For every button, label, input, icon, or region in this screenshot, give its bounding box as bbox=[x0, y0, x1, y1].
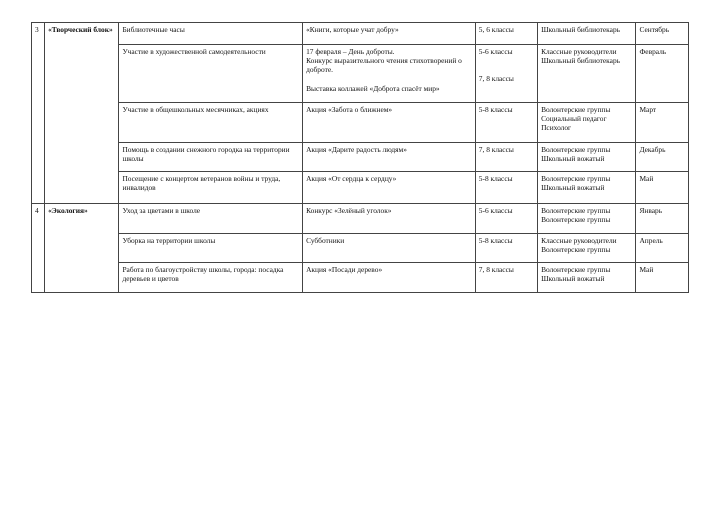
responsible-line: Волонтерские группы bbox=[541, 206, 611, 215]
participants-cell: 7, 8 классы bbox=[475, 143, 537, 172]
responsible-cell bbox=[538, 204, 636, 234]
table-row bbox=[32, 263, 689, 293]
table-row bbox=[32, 172, 689, 204]
block-name-cell: «Творческий блок» bbox=[45, 23, 119, 204]
activity-plan-table bbox=[31, 22, 689, 293]
participants-line: 5-6 классы bbox=[478, 47, 513, 56]
form-cell: Акция «Посади дерево» bbox=[303, 263, 476, 293]
responsible-cell bbox=[538, 172, 636, 204]
event-cell: Библиотечные часы bbox=[119, 23, 303, 45]
responsible-line: Школьный библиотекарь bbox=[541, 56, 621, 66]
table-row bbox=[32, 204, 689, 234]
block-number-cell: 4 bbox=[32, 204, 45, 293]
event-cell: Помощь в создании снежного городка на территории школы bbox=[119, 143, 303, 172]
event-cell: Посещение с концертом ветеранов войны и труда, инвалидов bbox=[119, 172, 303, 204]
form-cell: Акция «Дарите радость людям» bbox=[303, 143, 476, 172]
form-cell: Акция «Забота о ближнем» bbox=[303, 103, 476, 143]
block-name-cell: «Экология» bbox=[45, 204, 119, 293]
table-row bbox=[32, 234, 689, 263]
form-line: 17 февраля – День доброты. bbox=[306, 47, 395, 56]
date-cell: Апрель bbox=[636, 234, 689, 263]
table-row bbox=[32, 23, 689, 45]
responsible-cell bbox=[538, 263, 636, 293]
responsible-line: Социальный педагог bbox=[541, 114, 607, 124]
form-cell: Акция «От сердца к сердцу» bbox=[303, 172, 476, 204]
responsible-line: Школьный вожатый bbox=[541, 183, 605, 193]
participants-cell: 5-8 классы bbox=[475, 172, 537, 204]
form-cell: Субботники bbox=[303, 234, 476, 263]
form-line: Конкурс выразительного чтения стихотворений о доброте. bbox=[306, 56, 462, 75]
date-cell: Март bbox=[636, 103, 689, 143]
date-cell: Сентябрь bbox=[636, 23, 689, 45]
participants-cell: 5-8 классы bbox=[475, 234, 537, 263]
participants-cell: 7, 8 классы bbox=[475, 263, 537, 293]
event-cell: Участие в художественной самодеятельности bbox=[119, 45, 303, 103]
event-cell: Участие в общешкольных месячниках, акциях bbox=[119, 103, 303, 143]
form-cell: Конкурс «Зелёный уголок» bbox=[303, 204, 476, 234]
event-cell: Работа по благоустройству школы, города: посадка деревьев и цветов bbox=[119, 263, 303, 293]
responsible-line: Классные руководители bbox=[541, 47, 617, 56]
responsible-line: Волонтерские группы bbox=[541, 215, 611, 225]
participants-line: 7, 8 классы bbox=[478, 74, 514, 84]
date-cell: Май bbox=[636, 172, 689, 204]
participants-cell: 5-6 классы bbox=[475, 204, 537, 234]
responsible-line: Школьный вожатый bbox=[541, 274, 605, 284]
form-line: Выставка коллажей «Доброта спасёт мир» bbox=[306, 83, 440, 93]
form-cell: «Книги, которые учат добру» bbox=[303, 23, 476, 45]
date-cell: Декабрь bbox=[636, 143, 689, 172]
event-cell: Уход за цветами в школе bbox=[119, 204, 303, 234]
participants-cell bbox=[475, 45, 537, 103]
table-row bbox=[32, 103, 689, 143]
responsible-line: Волонтерские группы bbox=[541, 245, 611, 255]
table-row bbox=[32, 143, 689, 172]
responsible-line: Школьный вожатый bbox=[541, 154, 605, 164]
responsible-line: Волонтерские группы bbox=[541, 145, 611, 154]
block-number-cell: 3 bbox=[32, 23, 45, 204]
form-cell bbox=[303, 45, 476, 103]
responsible-cell bbox=[538, 143, 636, 172]
table-row bbox=[32, 45, 689, 103]
event-cell: Уборка на территории школы bbox=[119, 234, 303, 263]
responsible-line: Психолог bbox=[541, 123, 572, 133]
responsible-cell bbox=[538, 234, 636, 263]
responsible-line: Классные руководители bbox=[541, 236, 617, 245]
date-cell: Май bbox=[636, 263, 689, 293]
responsible-line: Волонтерские группы bbox=[541, 105, 611, 114]
date-cell: Январь bbox=[636, 204, 689, 234]
responsible-line: Волонтерские группы bbox=[541, 174, 611, 183]
participants-cell: 5, 6 классы bbox=[475, 23, 537, 45]
responsible-cell bbox=[538, 103, 636, 143]
participants-cell: 5-8 классы bbox=[475, 103, 537, 143]
date-cell: Февраль bbox=[636, 45, 689, 103]
responsible-line: Волонтерские группы bbox=[541, 265, 611, 274]
responsible-cell bbox=[538, 45, 636, 103]
responsible-cell: Школьный библиотекарь bbox=[538, 23, 636, 45]
